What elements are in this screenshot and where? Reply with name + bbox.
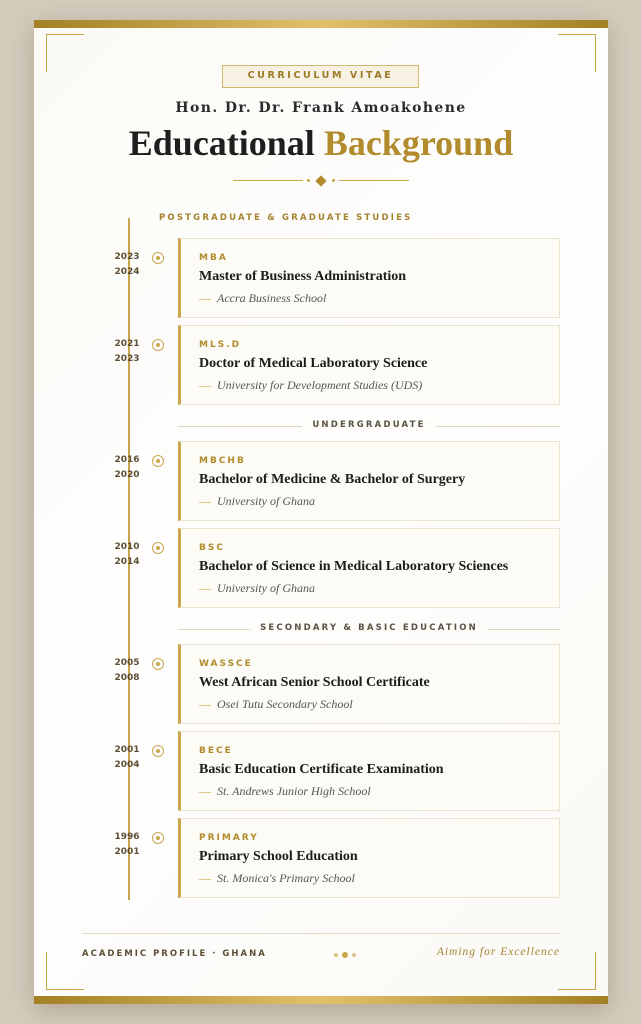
title-main: Educational [128,123,315,163]
education-card [178,731,560,811]
timeline-node-icon [152,832,164,844]
degree-title: Master of Business Administration [199,269,407,284]
section-heading-undergraduate: UNDERGRADUATE [178,420,560,432]
degree-code: MLS.D [199,340,242,350]
degree-title: Doctor of Medical Laboratory Science [199,356,428,371]
page-title [34,122,608,164]
cv-page [34,20,608,1004]
entry-years: 2001 2004 [114,745,140,770]
institution: — St. Monica's Primary School [199,871,355,885]
title-accent: Background [323,123,514,163]
title-divider [233,175,409,187]
entry-years: 2016 2020 [114,455,140,480]
education-card [178,441,560,521]
education-entry [34,238,608,318]
education-entry [34,325,608,405]
institution: — Accra Business School [199,291,327,305]
footer-divider [82,933,560,934]
education-card [178,818,560,898]
section-heading-secondary-basic: SECONDARY & BASIC EDUCATION [178,623,560,635]
timeline-node-icon [152,658,164,670]
degree-title: West African Senior School Certificate [199,675,430,690]
entry-years: 1996 2001 [114,832,140,857]
footer-left-text: ACADEMIC PROFILE · GHANA [82,949,267,959]
education-entry [34,818,608,898]
timeline-node-icon [152,339,164,351]
education-entry [34,731,608,811]
timeline-node-icon [152,455,164,467]
degree-title: Bachelor of Science in Medical Laboratory Sciences [199,559,509,574]
institution: — University for Development Studies (UDS) [199,378,423,392]
top-gold-bar [34,20,608,28]
degree-title: Basic Education Certificate Examination [199,762,444,777]
institution: — Osei Tutu Secondary School [199,697,353,711]
corner-ornament-top-right [558,34,596,72]
degree-title: Primary School Education [199,849,358,864]
institution: — University of Ghana [199,494,315,508]
entry-years: 2010 2014 [114,542,140,567]
education-card [178,528,560,608]
timeline-node-icon [152,542,164,554]
entry-years: 2023 2024 [114,252,140,277]
entry-years: 2005 2008 [114,658,140,683]
education-card [178,325,560,405]
corner-ornament-bottom-left [46,952,84,990]
education-card [178,644,560,724]
footer-dots-icon [334,951,360,959]
footer-motto: Aiming for Excellence [436,946,560,958]
education-card [178,238,560,318]
diamond-icon [315,175,326,186]
timeline-node-icon [152,745,164,757]
bottom-gold-bar [34,996,608,1004]
person-name: Hon. Dr. Dr. Frank Amoakohene [175,100,467,116]
education-entry [34,644,608,724]
timeline-node-icon [152,252,164,264]
institution: — St. Andrews Junior High School [199,784,371,798]
corner-ornament-top-left [46,34,84,72]
degree-title: Bachelor of Medicine & Bachelor of Surgery [199,472,466,487]
degree-code: BECE [199,746,233,756]
degree-code: MBA [199,253,228,263]
corner-ornament-bottom-right [558,952,596,990]
education-entry [34,528,608,608]
education-entry [34,441,608,521]
degree-code: PRIMARY [199,833,259,843]
degree-code: BSC [199,543,225,553]
section-heading-postgraduate: POSTGRADUATE & GRADUATE STUDIES [159,213,413,223]
degree-code: WASSCE [199,659,253,669]
cv-badge: CURRICULUM VITAE [222,65,419,88]
entry-years: 2021 2023 [114,339,140,364]
degree-code: MBCHB [199,456,246,466]
institution: — University of Ghana [199,581,315,595]
